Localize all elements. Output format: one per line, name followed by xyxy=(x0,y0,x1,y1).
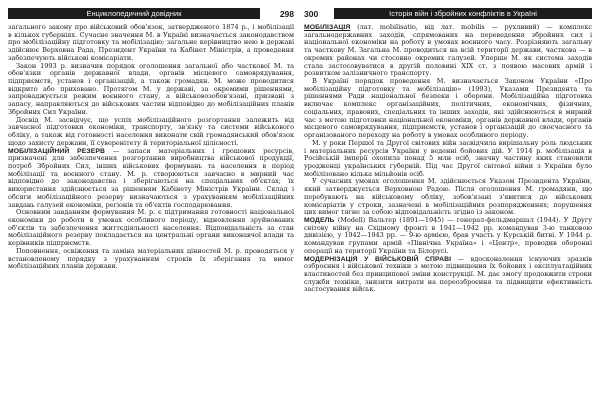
paragraph: Поповнення, освіження та заміна матеріальних цінностей М. р. проводяться у встановленому порядку з урахуванням строків їх зберігання та вимог мобілізаційних планів держави. xyxy=(8,246,294,271)
entry-term: МОБІЛІЗАЦІЯ xyxy=(304,24,351,31)
running-head: Енциклопедичний довідник xyxy=(8,8,260,19)
paragraph: Закон 1993 р. визначив порядок оголошення загальної або часткової М. та обов'язки органів державної влади, органів місцевого самоврядування, підприємств, установ і організацій, а також громадян. М. може проводитися відкрито або приховано. Протягом М. у державі, за окремими рішеннями, запроваджується режим воєнного стану, а військовозобов'язані, призвані з запасу, направляються до військових частин відповідно до мобілізаційних планів Збройних Сил України. xyxy=(8,61,294,116)
dictionary-entry xyxy=(8,148,294,210)
dictionary-entry xyxy=(304,217,592,256)
page-number: 300 xyxy=(304,8,319,19)
paragraph: В Україні порядок проведення М. визначається Законом України «Про мобілізаційну підготовку та мобілізацію» (1993), Указами Президента та рішеннями Ради національної безпеки і оборони. Мобілізаційна підготовка включає комплекс організаційних, політичних, економічних, фізичних, соціальних, правових, спеціальних та інших заходів, які здійснюються в мирний час з метою підготовки національної економіки, органів державної влади, органів місцевого самоврядування, підприємств, установ і організацій до своєчасного та організованого переходу на роботу в умовах особливого періоду. xyxy=(304,77,592,140)
right-page-header xyxy=(304,8,592,19)
entry-term: МОДЕЛЬ xyxy=(304,216,335,224)
left-column-text xyxy=(8,24,294,404)
entry-term: МОБІЛІЗАЦІЙНИЙ РЕЗЕРВ xyxy=(8,147,106,155)
paragraph: Досвід М. засвідчує, що успіх мобілізаційного розгортання залежить від завчасної підготовки економіки, транспорту, зв'язку та системи військового обліку, а також від готовності населення виконати свій громадянський обов'язок щодо захисту держави, її суверенітету й територіальної цілісності. xyxy=(8,115,294,147)
right-column-text xyxy=(304,24,592,404)
running-head: Історія війн і збройних конфліктів в Україні xyxy=(334,8,592,19)
paragraph: У сучасних умовах оголошення М. здійснюється Указом Президента України, який затверджується Верховною Радою. Після оголошення М. громадяни, що перебувають на військовому обліку, зобов'язані з'явитися до військових комісаріатів у строки, зазначені в мобілізаційних розпорядженнях; порушення цих вимог тягне за собою відповідальність згідно із законом. xyxy=(304,177,592,217)
dictionary-entry xyxy=(304,256,592,295)
entry-body: — вдосконалення існуючих зразків озброєння і військової техніки з метою підвищення їх бойових і експлуатаційних властивостей без принципової зміни конструкції. М. дає змогу продовжити строки служби техніки, знизити витрати на переозброєння та підвищити ефективність застосування військ. xyxy=(304,254,592,294)
right-page xyxy=(304,8,592,404)
entry-body: (лат. mobilisatio, від лат. mobilis — рухливий) — комплекс загальнодержавних заходів, спрямованих на переведення збройних сил і національної економіки на роботу в умовах воєнного часу. Розрізняють загальну та часткову М. Загальна М. проводиться на всій території держави, часткова — в окремих районах чи стосовно окремих галузей. Уперше М. як система заходів стала застосовуватися в другій половині XIX ст. з появою масових армій і розвитком залізничного транспорту. xyxy=(304,24,592,78)
paragraph: загального закону про військовий обов'язок, затвердженого 1874 р., і мобілізації в кількох губерніях. Сучасне значення М. в Україні визначається законодавством про мобілізаційну підготовку та мобілізацію; загальне керівництво нею в державі здійснює Верховна Рада, Президент України та Кабінет Міністрів, а проведення забезпечують військові комісаріати. xyxy=(8,24,294,62)
left-page-header xyxy=(8,8,294,19)
page-number: 298 xyxy=(279,8,294,19)
paragraph: М. у роки Першої та Другої світових війн засвідчила вирішальну роль людських і матеріальних ресурсів України у веденні бойових дій. У 1914 р. мобілізація в Російській імперії охопила понад 5 млн осіб, значну частину яких становили уродженці українських губерній. Під час Другої світової війни з України було мобілізовано кілька мільйонів осіб. xyxy=(304,138,592,178)
entry-body: — запаси матеріальних і грошових ресурсів, призначені для забезпечення розгортання виробництва військової продукції, потреб Збройних Сил, інших військових формувань та населення в період мобілізації та воєнного стану. М. р. створюються завчасно в мирний час відповідно до законодавства і зберігаються на спеціальних об'єктах; їх використання здійснюється за рішенням Кабінету Міністрів України. Склад і обсяги мобілізаційного резерву визначаються з урахуванням мобілізаційних завдань галузей економіки, регіонів та об'єктів господарювання. xyxy=(8,146,294,209)
entry-body: (Modell) Вальтер (1891—1945) — генерал-фельдмаршал (1944). У Другу світову війну на Східному фронті в 1941—1942 рр. командував 3-ю танковою дивізією, у 1942—1943 рр. — 9-ю армією, брав участь у Курській битві. У 1944 р. командував групами армій «Північна Україна» і «Центр», проводив оборонні операції на території України та Білорусі. xyxy=(304,215,592,255)
entry-term: МОДЕРНІЗАЦІЯ У ВІЙСЬКОВІЙ СПРАВІ xyxy=(304,255,452,263)
dictionary-entry xyxy=(304,24,592,78)
left-page xyxy=(8,8,294,404)
paragraph: Основним завданням формування М. р. є підтримання готовності національної економіки до роботи в умовах особливого періоду, відновлення зруйнованих об'єктів та забезпечення життєдіяльності населення. Відповідальність за стан мобілізаційного резерву покладається на центральні органи виконавчої влади та керівників підприємств. xyxy=(8,208,294,248)
